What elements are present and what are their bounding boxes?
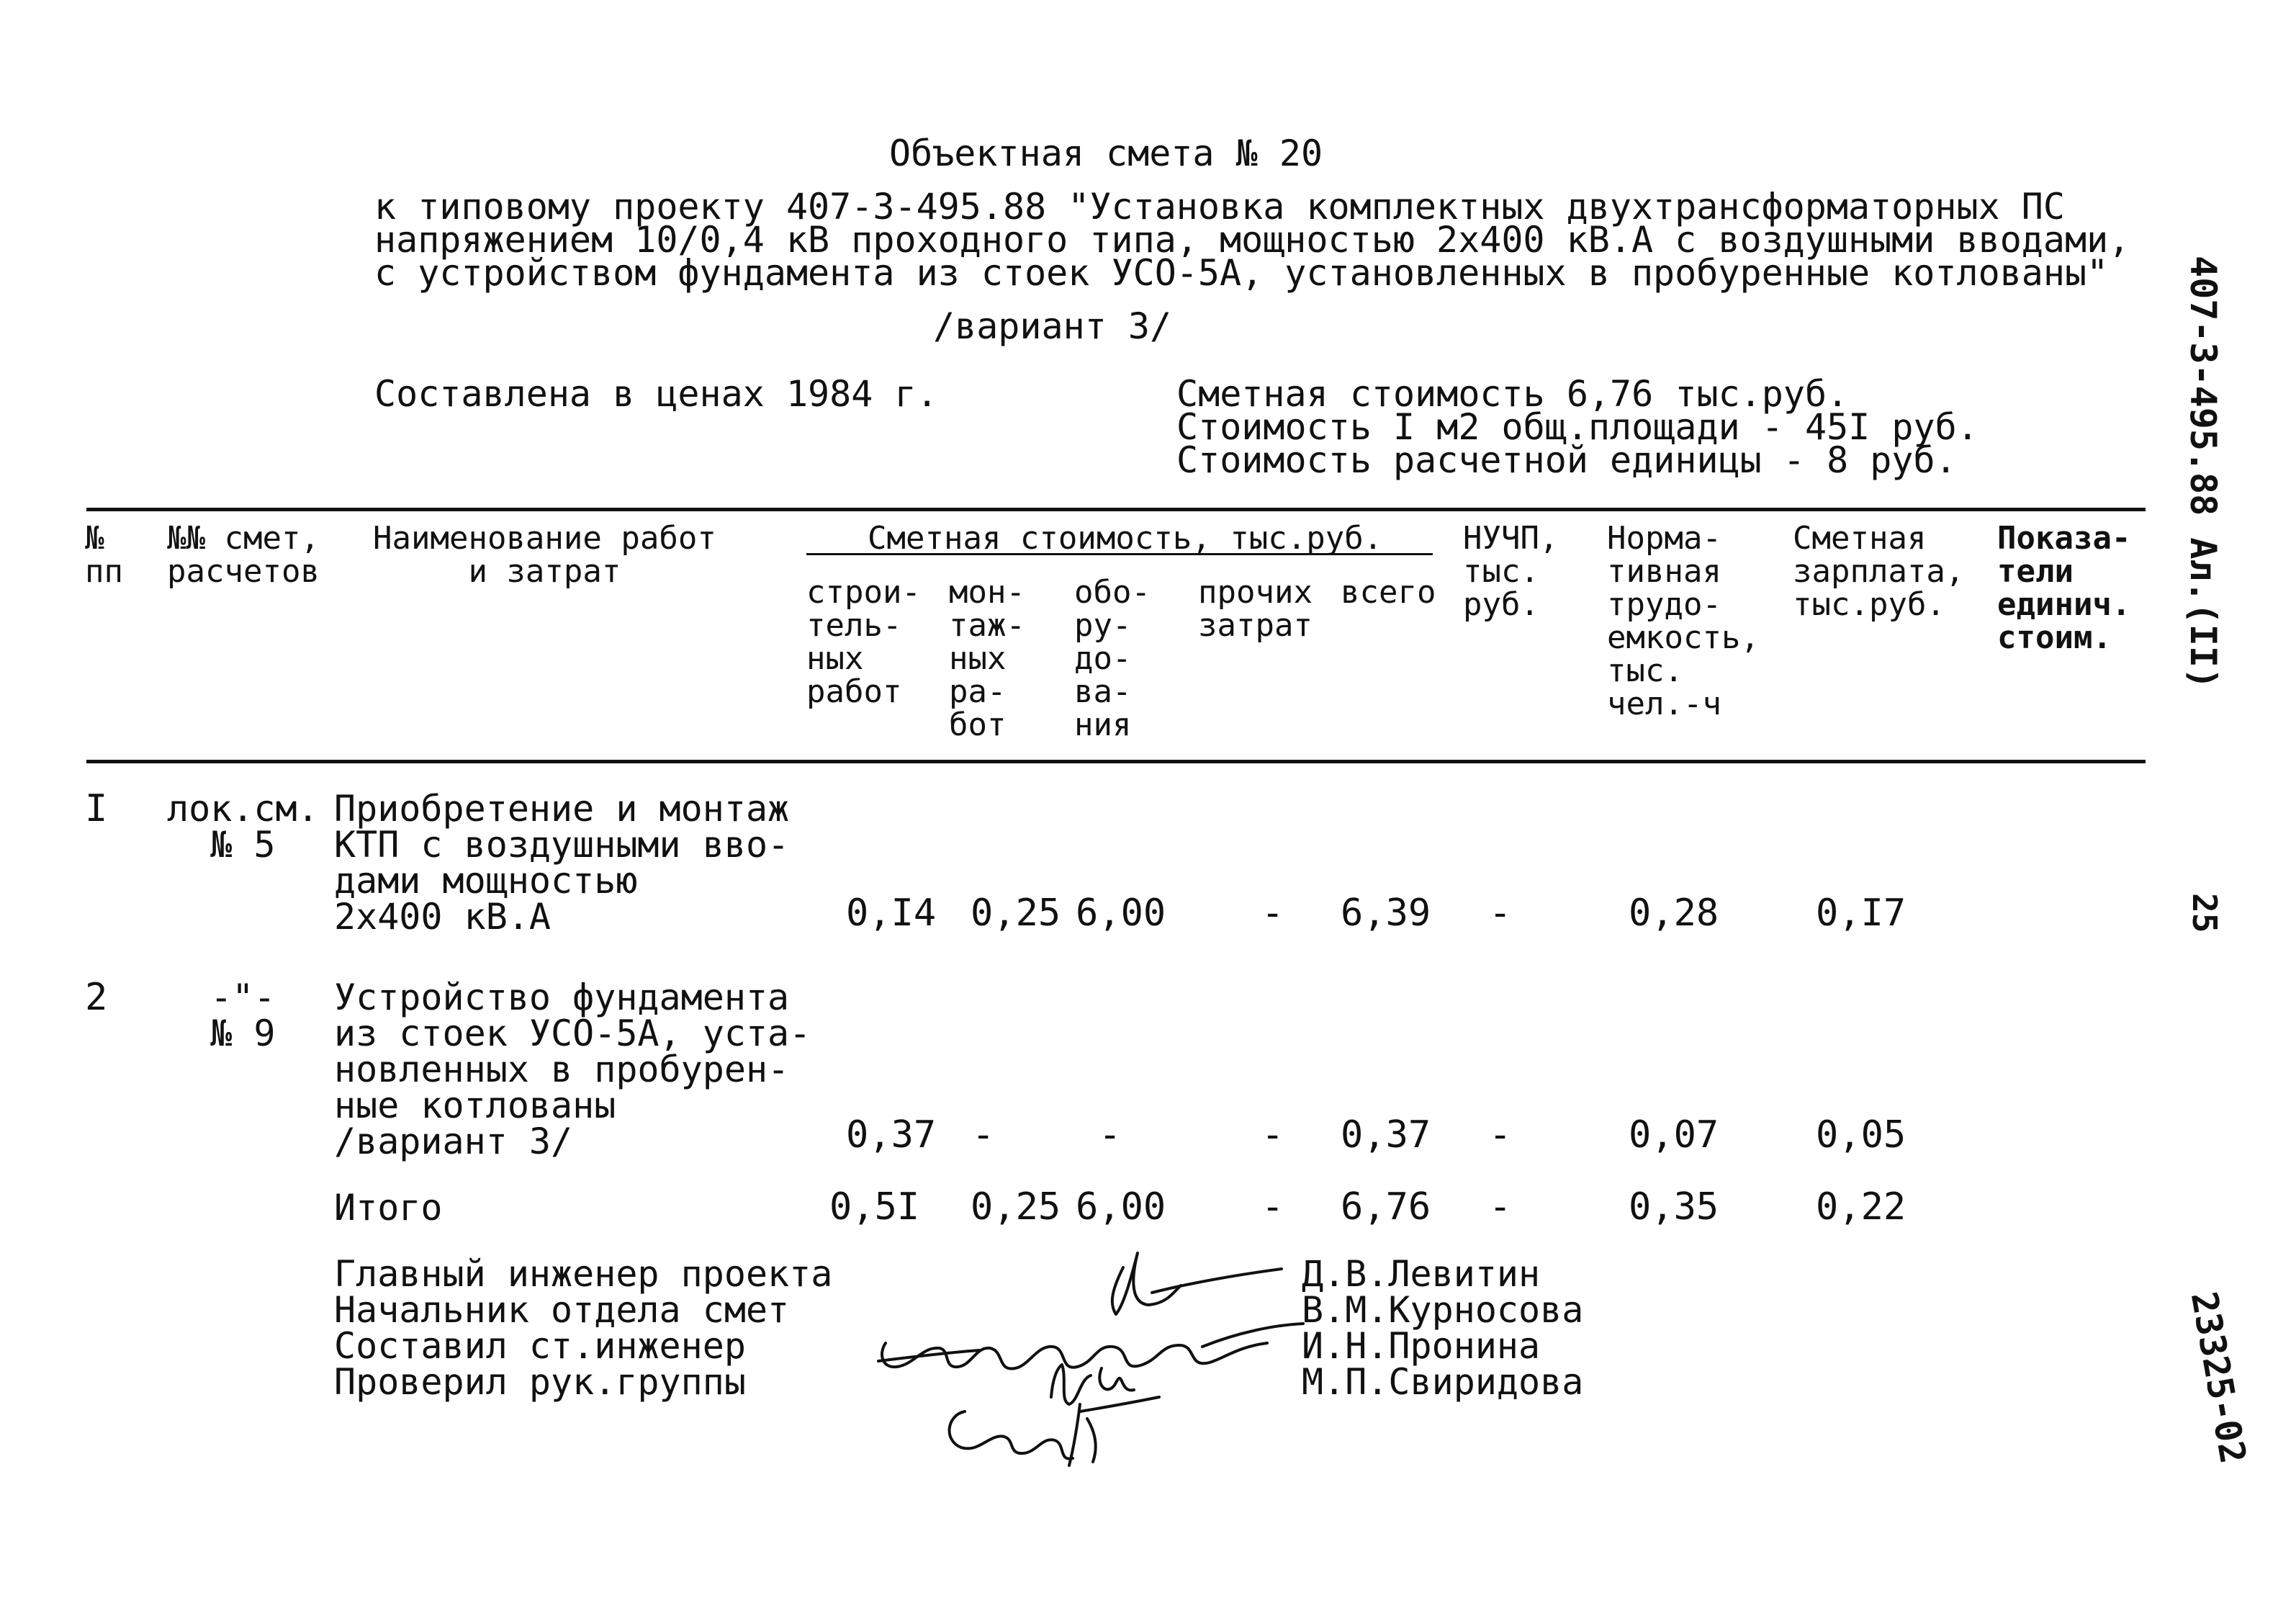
signature-name-2: В.М.Курносова — [1302, 1289, 1584, 1331]
table-top-rule — [86, 508, 2146, 511]
row2-no: 2 — [85, 976, 108, 1019]
signature-role-3: Составил ст.инженер — [334, 1325, 746, 1367]
cost-summary-line-3: Стоимость расчетной единицы - 8 руб. — [1176, 439, 1957, 481]
header-work-name: Наименование работ и затрат — [373, 520, 716, 590]
header-cost-group: Сметная стоимость, тыс.руб. — [868, 520, 1383, 557]
row2-estimate-no: -"- № 9 — [210, 977, 276, 1054]
total-wages: 0,22 — [1816, 1185, 1906, 1229]
row1-no: I — [85, 787, 108, 830]
row1-nuchp: - — [1489, 892, 1512, 935]
table-header-bottom-rule — [86, 760, 2146, 763]
header-equipment: обо- ру- до- ва- ния — [1074, 574, 1151, 743]
row1-work-name: Приобретение и монтаж КТП с воздушными вво- дами мощностью 2х400 кВ.А — [334, 788, 790, 938]
header-unit-indicators: Показа- тели единич. стоим. — [1997, 520, 2131, 656]
row1-installation: 0,25 — [971, 892, 1061, 935]
header-nuchp: НУЧП, тыс. руб. — [1463, 520, 1559, 623]
subtitle-line-1: к типовому проекту 407-3-495.88 "Установка комплектных двухтрансформаторных ПС — [374, 186, 2065, 228]
total-other: - — [1261, 1185, 1284, 1229]
total-equipment: 6,00 — [1076, 1185, 1166, 1229]
row1-labor: 0,28 — [1629, 892, 1719, 935]
signature-role-4: Проверил рук.группы — [334, 1361, 746, 1403]
side-inventory-number: 23325-02 — [2182, 1288, 2254, 1467]
cost-summary-line-2: Стоимость I м2 общ.площади - 45I руб. — [1176, 406, 1978, 448]
handwritten-signatures — [864, 1224, 1310, 1469]
signature-name-4: М.П.Свиридова — [1302, 1361, 1584, 1403]
header-labor-intensity: Норма- тивная трудо- емкость, тыс. чел.-ч — [1607, 520, 1760, 722]
total-row-label: Итого — [334, 1187, 443, 1229]
row2-wages: 0,05 — [1816, 1113, 1906, 1157]
header-estimate-no: №№ смет, расчетов — [167, 520, 320, 590]
header-no: № пп — [85, 520, 123, 590]
subtitle-line-2: напряжением 10/0,4 кВ проходного типа, мощностью 2х400 кВ.А с воздушными вводами, — [374, 219, 2130, 261]
total-total: 6,76 — [1341, 1185, 1431, 1229]
row1-equipment: 6,00 — [1076, 892, 1166, 935]
row1-other: - — [1261, 892, 1284, 935]
signature-name-3: И.Н.Пронина — [1302, 1325, 1541, 1367]
row2-construction: 0,37 — [846, 1113, 937, 1157]
total-labor: 0,35 — [1629, 1185, 1719, 1229]
row1-wages: 0,I7 — [1816, 892, 1906, 935]
row2-labor: 0,07 — [1629, 1113, 1719, 1157]
header-total: всего — [1341, 574, 1436, 611]
header-wages: Сметная зарплата, тыс.руб. — [1793, 520, 1965, 623]
header-other-costs: прочих затрат — [1198, 574, 1313, 644]
total-nuchp: - — [1489, 1185, 1512, 1229]
row2-nuchp: - — [1489, 1113, 1512, 1157]
signature-role-2: Начальник отдела смет — [334, 1289, 790, 1331]
document-title: Объектная смета № 20 — [889, 133, 1323, 174]
row1-estimate-no: лок.см. № 5 — [167, 788, 319, 866]
signature-role-1: Главный инженер проекта — [334, 1253, 833, 1295]
header-construction: строи- тель- ных работ — [806, 574, 921, 710]
row1-construction: 0,I4 — [846, 892, 937, 935]
row2-installation: - — [972, 1113, 995, 1157]
row2-work-name: Устройство фундамента из стоек УСО-5А, уста- новленных в пробурен- ные котлованы /вариант 3/ — [334, 977, 811, 1162]
row1-total: 6,39 — [1341, 892, 1431, 935]
variant-label: /вариант 3/ — [933, 305, 1172, 347]
header-installation: мон- таж- ных ра- бот — [949, 574, 1025, 743]
total-construction: 0,5I — [829, 1185, 920, 1229]
total-installation: 0,25 — [971, 1185, 1061, 1229]
row2-equipment: - — [1099, 1113, 1122, 1157]
side-page-number: 25 — [2185, 893, 2224, 933]
side-project-code: 407-3-495.88 Ал.(II) — [2182, 256, 2224, 690]
row2-other: - — [1261, 1113, 1284, 1157]
subtitle-line-3: с устройством фундамента из стоек УСО-5А, установленных в пробуренные котлованы" — [374, 252, 2109, 294]
signature-name-1: Д.В.Левитин — [1302, 1253, 1541, 1295]
prices-note: Составлена в ценах 1984 г. — [374, 373, 938, 415]
cost-summary-line-1: Сметная стоимость 6,76 тыс.руб. — [1176, 373, 1849, 415]
row2-total: 0,37 — [1341, 1113, 1431, 1157]
